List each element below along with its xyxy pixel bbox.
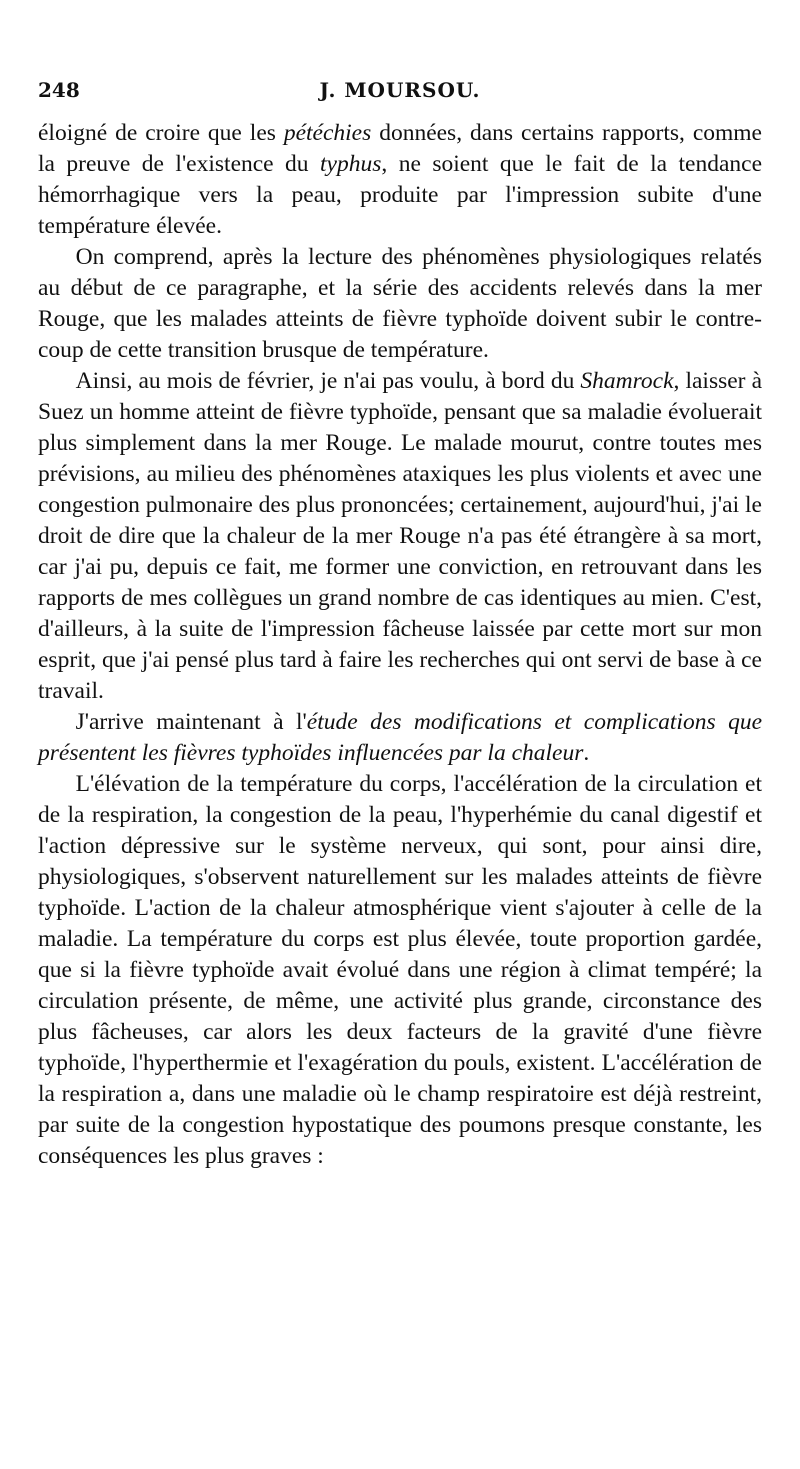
italic-text: pétéchies — [283, 120, 372, 146]
paragraph — [38, 366, 762, 707]
italic-text: Shamrock — [580, 368, 674, 394]
paragraph — [38, 769, 762, 1172]
text-segment: , laisser à Suez un homme atteint de fièvre typhoïde, pensant que sa maladie évoluerait plus simplement dans la mer Rouge. Le malade mourut, contre toutes mes prévisions, au milieu des phénomènes ataxiques les plus violents et avec une congestion pulmonaire des plus prononcées; certainement, aujourd'hui, j'ai le droit de dire que la chaleur de la mer Rouge n'a pas été étrangère à sa mort, car j'ai pu, depuis ce fait, me former une conviction, en retrouvant dans les rapports de mes collègues un grand nombre de cas identiques au mien. C'est, d'ailleurs, à la suite de l'impression fâcheuse laissée par cette mort sur mon esprit, que j'ai pensé plus tard à faire les recherches qui ont servi de base à ce travail. — [38, 368, 762, 704]
text-segment: . — [583, 740, 590, 766]
text-segment: données, dans certains rapports, comme la preuve de l'existence du — [38, 120, 762, 177]
paragraph — [38, 118, 762, 242]
text-segment: éloigné de croire que les — [38, 120, 284, 146]
italic-text: étude des modifications et complications que présentent les fièvres typhoïdes influencées par la chaleur — [38, 709, 763, 766]
paragraph — [38, 242, 762, 366]
text-segment: On comprend, après la lecture des phénomènes physiologiques relatés au début de ce paragraphe, et la série des accidents relevés dans la mer Rouge, que les malades atteints de fièvre typhoïde doivent subir le contre-coup de cette transition brusque de température. — [38, 244, 762, 363]
page-header — [38, 78, 762, 114]
text-segment: L'élévation de la température du corps, l'accélération de la circulation et de la respiration, la congestion de la peau, l'hyperhémie du canal digestif et l'action dépressive sur le système nerveux, qui sont, pour ainsi dire, physiologiques, s'observent naturellement sur les malades atteints de fièvre typhoïde. L'action de la chaleur atmosphérique vient s'ajouter à celle de la maladie. La température du corps est plus élevée, toute proportion gardée, que si la fièvre typhoïde avait évolué dans une région à climat tempéré; la circulation présente, de même, une activité plus grande, circonstance des plus fâcheuses, car alors les deux facteurs de la gravité d'une fièvre typhoïde, l'hyperthermie et l'exagération du pouls, existent. L'accélération de la respiration a, dans une maladie où le champ respiratoire est déjà restreint, par suite de la congestion hypostatique des poumons presque constante, les conséquences les plus graves : — [38, 771, 762, 1169]
text-segment: Ainsi, au mois de février, je n'ai pas voulu, à bord du — [75, 368, 581, 394]
text-segment: J'arrive maintenant à l' — [75, 709, 307, 735]
paragraph — [38, 707, 762, 769]
italic-text: typhus — [320, 151, 382, 177]
running-title: J. MOURSOU. — [319, 78, 481, 102]
page-number: 248 — [38, 78, 80, 102]
body-text — [38, 118, 762, 1172]
text-segment: , ne soient que le fait de la tendance hémorrhagique vers la peau, produite par l'impression subite d'une température élevée. — [38, 151, 762, 239]
